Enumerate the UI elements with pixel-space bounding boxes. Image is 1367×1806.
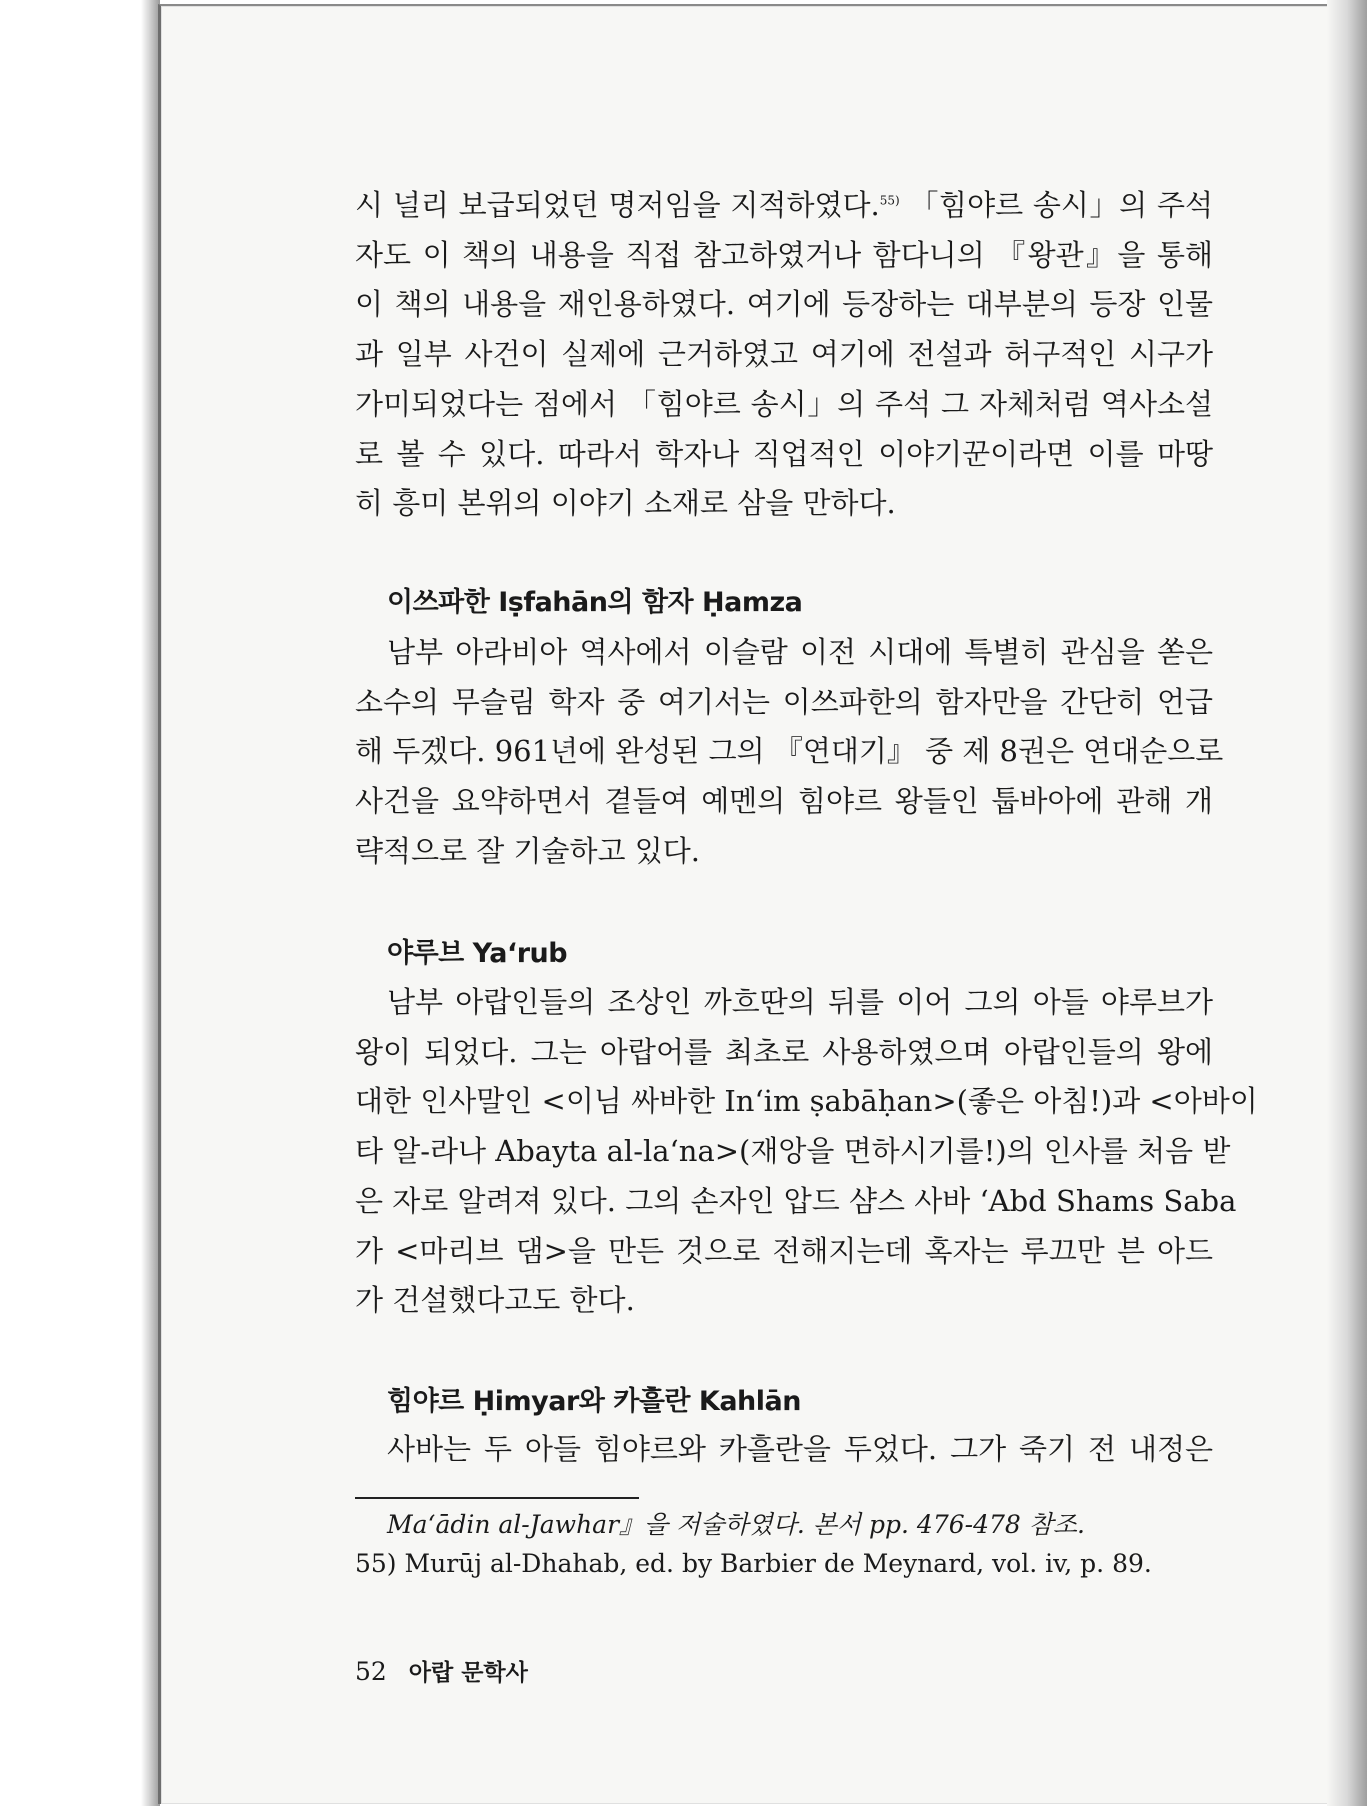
para3-line-5: 은 자로 알려져 있다. 그의 손자인 압드 샴스 사바 ‘Abd Shams Saba	[355, 1183, 1237, 1218]
running-title: 아랍 문학사	[408, 1660, 528, 1686]
heading-himyar-kahlan: 힘야르 Ḥimyar와 카흘란 Kahlān	[387, 1386, 801, 1417]
para3-line-1: 남부 아랍인들의 조상인 까흐딴의 뒤를 이어 그의 아들 야루브가	[387, 985, 1213, 1019]
footnote-marker-55: 55)	[879, 193, 900, 208]
para3-line-4: 타 알-라나 Abayta al-la‘na>(재앙을 면하시기를!)의 인사를 처음 받	[355, 1134, 1231, 1169]
para1-line-1	[355, 181, 1213, 231]
footnote-rule	[355, 1497, 639, 1499]
para1-line-1-text: 시 널리 보급되었던 명저임을 지적하였다.	[355, 188, 880, 222]
paragraph-2	[355, 628, 1224, 877]
page-edge-left	[0, 0, 160, 1806]
para3-line-7: 가 건설했다고도 한다.	[355, 1283, 635, 1318]
footnote-continuation: Ma‘ādin al-Jawhar』을 저술하였다. 본서 pp. 476-478 참조.	[387, 1510, 1085, 1539]
page-folio	[355, 1655, 528, 1690]
para3-line-6: 가 <마리브 댐>을 만든 것으로 전해지는데 혹자는 루끄만 븐 아드	[355, 1233, 1213, 1268]
footnote-55: 55) Murūj al-Dhahab, ed. by Barbier de Meynard, vol. iv, p. 89.	[355, 1549, 1152, 1578]
para2-line-3: 해 두겠다. 961년에 완성된 그의 『연대기』 중 제 8권은 연대순으로	[355, 734, 1224, 769]
paragraph-1	[355, 181, 1213, 529]
section-heading-1	[355, 583, 1213, 623]
para1-line-3: 이 책의 내용을 재인용하였다. 여기에 등장하는 대부분의 등장 인물	[355, 287, 1213, 322]
heading-isfahan-hamza: 이쓰파한 Iṣfahān의 함자 Ḥamza	[387, 587, 803, 618]
para1-line-7: 히 흥미 본위의 이야기 소재로 삼을 만하다.	[355, 486, 896, 521]
footnotes	[355, 1505, 1215, 1583]
section-heading-2	[355, 934, 1213, 974]
page-number: 52	[355, 1657, 387, 1686]
heading-yarub: 야루브 Ya‘rub	[387, 938, 568, 969]
para4-line-1: 사바는 두 아들 힘야르와 카흘란을 두었다. 그가 죽기 전 내정은	[387, 1432, 1213, 1466]
paragraph-4	[355, 1425, 1213, 1475]
para2-line-1: 남부 아라비아 역사에서 이슬람 이전 시대에 특별히 관심을 쏟은	[387, 635, 1213, 669]
para1-line-6: 로 볼 수 있다. 따라서 학자나 직업적인 이야기꾼이라면 이를 마땅	[355, 436, 1213, 471]
page-edge-right	[1327, 0, 1367, 1806]
para3-line-3: 대한 인사말인 <이님 싸바한 In‘im ṣabāḥan>(좋은 아침!)과 <아바이	[355, 1084, 1258, 1119]
para2-line-5: 략적으로 잘 기술하고 있다.	[355, 833, 701, 868]
para3-line-2: 왕이 되었다. 그는 아랍어를 최초로 사용하였으며 아랍인들의 왕에	[355, 1034, 1213, 1069]
para1-line-5: 가미되었다는 점에서 「힘야르 송시」의 주석 그 자체처럼 역사소설	[355, 386, 1213, 421]
para2-line-2: 소수의 무슬림 학자 중 여기서는 이쓰파한의 함자만을 간단히 언급	[355, 684, 1213, 719]
para2-line-4: 사건을 요약하면서 곁들여 예멘의 힘야르 왕들인 툽바아에 관해 개	[355, 784, 1213, 819]
paragraph-3	[355, 978, 1258, 1326]
para1-line-2: 자도 이 책의 내용을 직접 참고하였거나 함다니의 『왕관』을 통해	[355, 237, 1213, 272]
para1-line-4: 과 일부 사건이 실제에 근거하였고 여기에 전설과 허구적인 시구가	[355, 337, 1213, 372]
para1-line-1-tail: 「힘야르 송시」의 주석	[899, 188, 1213, 222]
section-heading-3	[355, 1382, 1213, 1422]
